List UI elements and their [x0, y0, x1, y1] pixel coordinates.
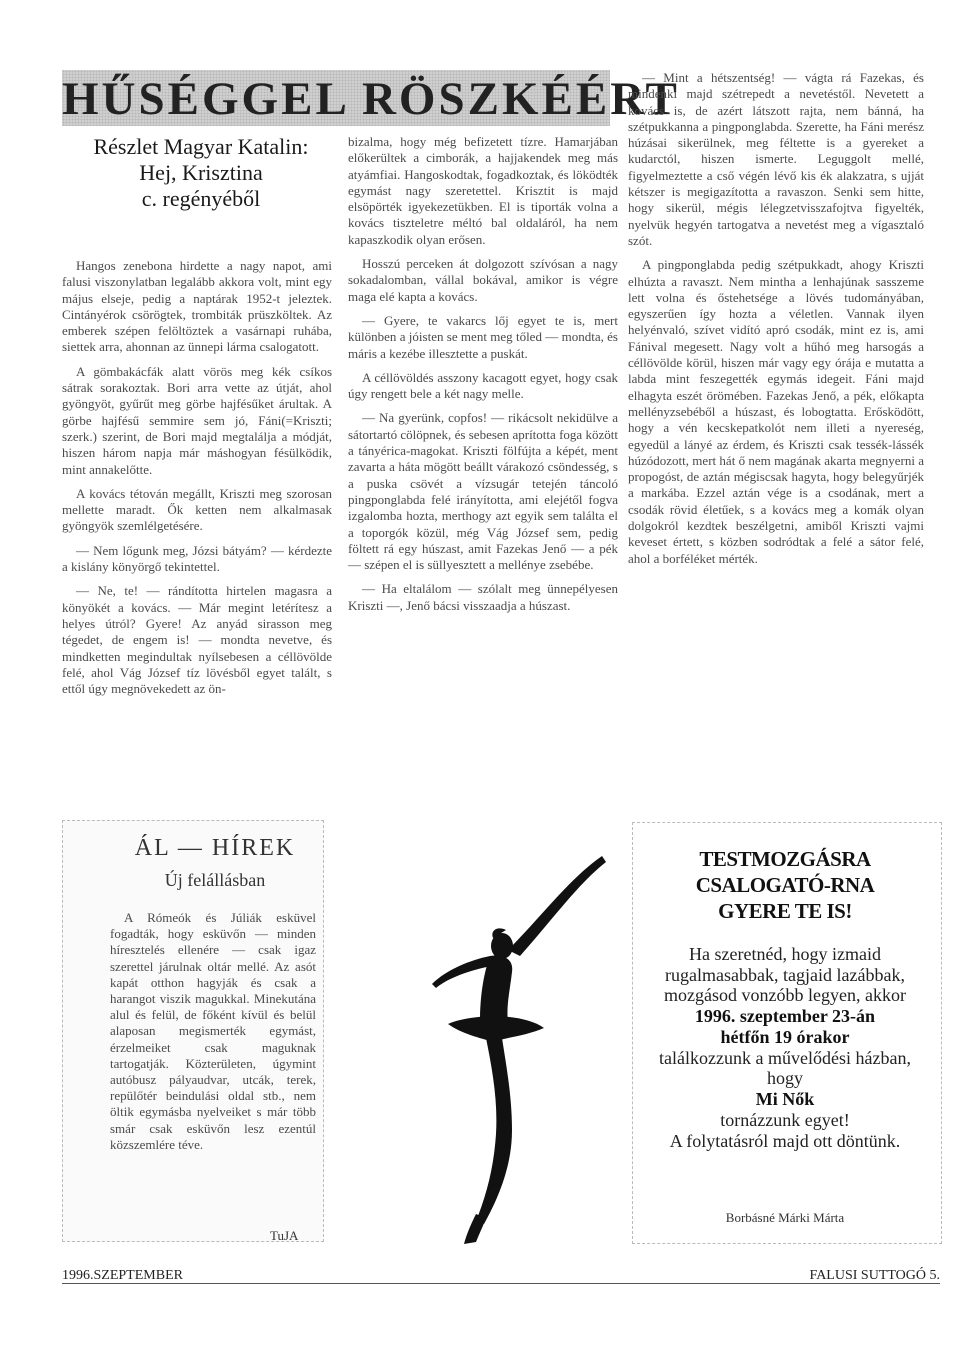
article-column-1 [62, 258, 332, 705]
col1-paragraph: A gömbakácfák alatt vörös meg kék csíkos sátrak sorakoztak. Bori arra vette az útját, ahol gyöngyöt, gyűrűt meg görbe hajfésűket árultak. A görbe hajfésű semmire sem jó, Fáni(=Kriszti; szerk.) szerint, de Bori majd megtalálja a módját, hiszen három napja már máshogyan fésülködik, mint annakelőtte. [62, 363, 332, 477]
footer-page-label: FALUSI SUTTOGÓ 5. [809, 1268, 940, 1283]
al-hirek-paragraph: A Rómeók és Júliák esküvel fogadták, hogy esküvőn — minden híresztelés ellenére — csak igaz szerettel járulnak oltár mellé. Az asót kapát otthon hagyják és csak a harangot viszik magukkal. Minekutána alul és felül, de főként kívül és belül alaposan megismerték egymást, érzelmeiket csak maguknak tartogatják. Közterületen, úgymint autóbusz pályaudvar, utcák, terek, repülőtér beindulási oldal stb., nem öltik egymásba nyelveiket s már több smár csak esküvőn lesz ezentúl közszemlére téve. [110, 910, 316, 1152]
testmozgas-heading-line-3: GYERE TE IS! [718, 899, 852, 923]
testmozgas-body [648, 944, 922, 1152]
al-hirek-subtitle: Új felállásban [164, 870, 266, 890]
article-column-3 [628, 70, 924, 575]
testmozgas-heading-line-2: CSALOGATÓ-RNA [695, 873, 875, 897]
testmozgas-time: hétfőn 19 órakor [720, 1027, 850, 1047]
testmozgas-line: rugalmasabbak, tagjaid lazábbak, mozgásod vonzóbb legyen, akkor [664, 965, 906, 1005]
testmozgas-signature: Borbásné Márki Márta [725, 1210, 845, 1225]
col1-paragraph: — Ne, te! — rándította hirtelen magasra a könyökét a kovács. — Már megint letérítesz a helyes útról? Gyere! Az anyád sirasson meg tégedet, de engem is! — mondta nevetve, és mindketten megindultak nyílsebesen a céllövölde felé, ahol Vág József tíz lövésből egyet talált, s ettől úgy megnövekedett az ön- [62, 583, 332, 697]
testmozgas-line: Ha szeretnéd, hogy izmaid [689, 944, 881, 964]
article-subtitle [66, 134, 336, 212]
col2-paragraph: A céllövöldés asszony kacagott egyet, hogy csak úgy rengett bele a két nagy melle. [348, 369, 618, 402]
col3-paragraph: A pingponglabda pedig szétpukkadt, ahogy Kriszti elhúzta a ravaszt. Nem mintha a lenhajúnak sasszeme lett volna és őstehetsége a lövés tudományában, egyszerűen így hozta a véletlen. Vannak ilyen helyénvaló, szívet vidító apró csodák, mint ez is, ami Fánival megesett. Nagy volt a hűhó meg harsogás a céllövölde körül, hiszen már vagy egy órája e mutatta a labda mint feszegették egymás idegeit. Fáni majd elhagyta eszét örömében. Fazekas Jenő, a pék, előkapta mellényzsebéből a húszast, és lobogtatta. Erősködött, hogy a vén kecskepatkolót nem illeti a nyereség, egyedül a lányé az érdem, és Kriszti csak tessék-lássék húzódozott, mert hát ő nem magának akarta megnyerni a propogóst, de aztán mégiscsak hagyta, hogy belegyűrjék a markába. Ezzel aztán vége is a csodának, mert a csodák rövid életűek, s a kovács meg a komák olyan dolgokról kezdtek beszélgetni, amiből Kriszti vajmi keveset értett, s közben sodródtak a felé a sátor felé, ahol a borféléket mérték. [628, 257, 924, 566]
al-hirek-text [110, 910, 316, 1153]
testmozgas-heading-line-1: TESTMOZGÁSRA [699, 847, 871, 871]
subtitle-line-1: Részlet Magyar Katalin: [93, 134, 309, 159]
testmozgas-line: tornázzunk egyet! [720, 1110, 850, 1130]
footer-rule [62, 1283, 940, 1284]
subtitle-line-3: c. regényéből [141, 186, 261, 211]
testmozgas-line: A folytatásról majd ott döntünk. [669, 1131, 901, 1151]
al-hirek-signature: TuJA [270, 1228, 299, 1243]
page-title: HŰSÉGGEL RÖSZKÉÉRT [62, 73, 680, 125]
col3-paragraph: — Mint a hétszentség! — vágta rá Fazekas, és mindenki majd szétrepedt a nevetéstől. Nevetett a kovács is, de azért látszott rajta, nem bánná, ha szétpukkanna a pingponglabda. Szerette, ha Fáni merész húzásai sikerülnek, meg féltette is a gyereket a kudarctól, hiszen ismerte. Leguggolt mellé, figyelmeztette a cső végén lévő kis ék alakzatra, s ujját kétszer is megigazította a ravaszon. Senki sem hitte, hogy sikerül, mégis lélegzetvisszafojtva figyelték, nyelvük hegyén tartogatva a nevetést meg a vígasztaló szót. [628, 70, 924, 248]
col1-paragraph: — Nem lőgunk meg, Józsi bátyám? — kérdezte a kislány könyörgő tekintettel. [62, 542, 332, 575]
testmozgas-date: 1996. szeptember 23-án [694, 1006, 876, 1026]
ballerina-silhouette-illustration [330, 838, 630, 1258]
testmozgas-group: Mi Nők [755, 1089, 815, 1109]
subtitle-line-2: Hej, Krisztina [139, 160, 263, 185]
testmozgas-heading [640, 846, 930, 924]
col2-paragraph: — Ha eltalálom — szólalt meg ünnepélyesen Kriszti —, Jenő bácsi visszaadja a húszast. [348, 581, 618, 613]
article-column-2 [348, 134, 618, 622]
footer-date: 1996.SZEPTEMBER [62, 1268, 183, 1283]
testmozgas-line: találkozzunk a művelődési házban, hogy [659, 1048, 911, 1088]
col2-paragraph: — Na gyerünk, copfos! — rikácsolt nekidülve a sátortartó cölöpnek, és sebesen aprította foga között a tányérica-magokat. Kriszti fölfújta a képét, ment zavarta a háta mögött beállt várakozó csöndesség, s a puska csövét a vízsugár tetején táncoló pingponglabda felé irányította, ami elejétől fogva izgalomba hozta, merthogy azt egyik sem találta el a toporgók közül, még Vág József sem, pedig föltett rá egy húszast, amit Fazekas Jenő — a pék — szépen el is süllyesztett a mellénye zsebébe. [348, 410, 618, 573]
col2-paragraph: bizalma, hogy még befizetett tízre. Hamarjában előkerültek a cimborák, a hajjakendek meg más atyámfiai. Hangoskodtak, fogadkoztak, és löködték egymást nagy szeretettel. Krisztit is majd elsöpörték igyekezetükben. El is tiporták volna a kovács tiszteletre méltó bal oldaláról, ha nem kapaszkodik olyan erősen. [348, 134, 618, 247]
col1-paragraph: Hangos zenebona hirdette a nagy napot, ami falusi viszonylatban legalább akkora volt, mint egy május elseje, pedig a naptárak 1952-t jeleztek. Cintányérok csörögtek, trombiták prüszköltek. Az emberek szépen felöltöztek a vasárnapi ruhába, siettek arra, ahonnan az ünnepi lárma csalogatott. [62, 258, 332, 355]
col2-paragraph: Hosszú perceken át dolgozott szívósan a nagy sokadalomban, vállal bokával, amikor is végre maga elé kapta a kovács. [348, 256, 618, 304]
col2-paragraph: — Gyere, te vakarcs lőj egyet te is, mert különben a jóisten se ment meg tőled — mondta, és máris a kezébe illesztette a puskát. [348, 312, 618, 361]
al-hirek-title: ÁL — HÍREK [134, 835, 296, 861]
col1-paragraph: A kovács tétován megállt, Kriszti meg szorosan mellette maradt. Ők ketten nem alkalmasak gyöngyök szemlélgetésére. [62, 485, 332, 534]
